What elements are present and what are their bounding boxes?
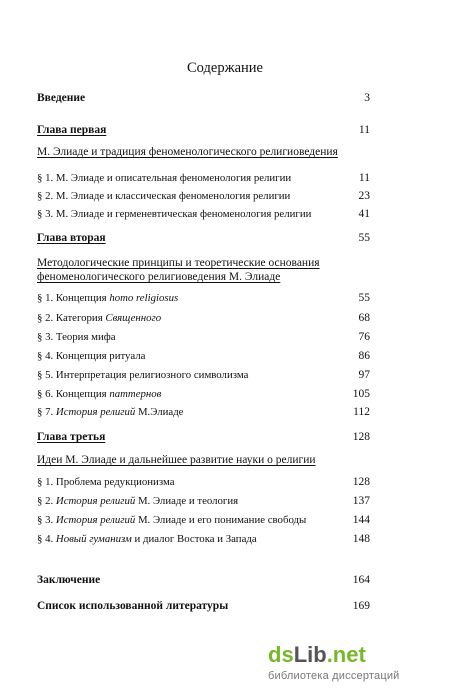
toc-ch3-sec1-label: § 1. Проблема редукционизма [37, 476, 175, 488]
toc-ch1-sec3-label: § 3. М. Элиаде и герменевтическая феноменология религии [37, 208, 312, 220]
toc-bibliography-label: Список использованной литературы [37, 600, 229, 612]
toc-ch3-sec2-page: 137 [352, 495, 370, 507]
toc-chapter-1-title: М. Элиаде и традиция феноменологического религиоведения [37, 146, 338, 158]
toc-ch3-sec1-page: 128 [352, 476, 370, 488]
toc-ch2-sec1-page: 55 [358, 292, 370, 304]
toc-ch1-sec3-page: 41 [358, 208, 370, 220]
toc-ch2-sec3-page: 76 [358, 331, 370, 343]
toc-conclusion-label: Заключение [37, 574, 101, 586]
toc-ch2-sec7-page: 112 [353, 406, 370, 418]
toc-introduction-label: Введение [37, 92, 86, 104]
toc-chapter-3-label: Глава третья [37, 431, 106, 443]
toc-chapter-3-title: Идеи М. Элиаде и дальнейшее развитие науки о религии [37, 454, 316, 466]
toc-chapter-2-title: Методологические принципы и теоретические основания феноменологического религиоведения М. Элиаде [37, 257, 320, 283]
toc-ch1-sec2-label: § 2. М. Элиаде и классическая феноменология религии [37, 190, 291, 202]
toc-ch2-sec7-label: § 7. История религий М.Элиаде [37, 406, 184, 418]
toc-ch3-sec4-label: § 4. Новый гуманизм и диалог Востока и Запада [37, 533, 257, 545]
toc-chapter-2-page: 55 [358, 232, 370, 244]
toc-ch1-sec1-label: § 1. М. Элиаде и описательная феноменология религии [37, 172, 292, 184]
toc-chapter-1-page: 11 [358, 124, 370, 136]
page-title: Содержание [187, 60, 263, 76]
toc-ch2-sec4-label: § 4. Концепция ритуала [37, 350, 146, 362]
toc-conclusion-page: 164 [352, 574, 370, 586]
toc-ch2-sec4-page: 86 [358, 350, 370, 362]
toc-chapter-3-page: 128 [352, 431, 370, 443]
toc-ch3-sec3-label: § 3. История религий М. Элиаде и его понимание свободы [37, 514, 307, 526]
toc-ch3-sec4-page: 148 [352, 533, 370, 545]
toc-chapter-1-label: Глава первая [37, 124, 107, 136]
toc-ch2-sec6-page: 105 [352, 388, 370, 400]
toc-ch2-sec5-page: 97 [358, 369, 370, 381]
toc-ch2-sec3-label: § 3. Теория мифа [37, 331, 116, 343]
dslib-subtitle: библиотека диссертаций [268, 670, 400, 682]
toc-introduction-page: 3 [364, 92, 370, 104]
toc-ch3-sec2-label: § 2. История религий М. Элиаде и теология [37, 495, 239, 507]
toc-ch2-sec1-label: § 1. Концепция homo religiosus [37, 292, 179, 304]
toc-ch2-sec6-label: § 6. Концепция паттернов [37, 388, 162, 400]
toc-ch1-sec1-page: 11 [358, 172, 370, 184]
toc-bibliography-page: 169 [352, 600, 370, 612]
toc-ch1-sec2-page: 23 [358, 190, 370, 202]
toc-ch2-sec2-label: § 2. Категория Священного [37, 312, 162, 324]
toc-chapter-2-label: Глава вторая [37, 232, 106, 244]
dslib-watermark [268, 642, 438, 686]
toc-ch2-sec5-label: § 5. Интерпретация религиозного символизма [37, 369, 249, 381]
toc-ch3-sec3-page: 144 [352, 514, 370, 526]
toc-ch2-sec2-page: 68 [358, 312, 370, 324]
dslib-logo: dsLib.net [268, 642, 366, 667]
